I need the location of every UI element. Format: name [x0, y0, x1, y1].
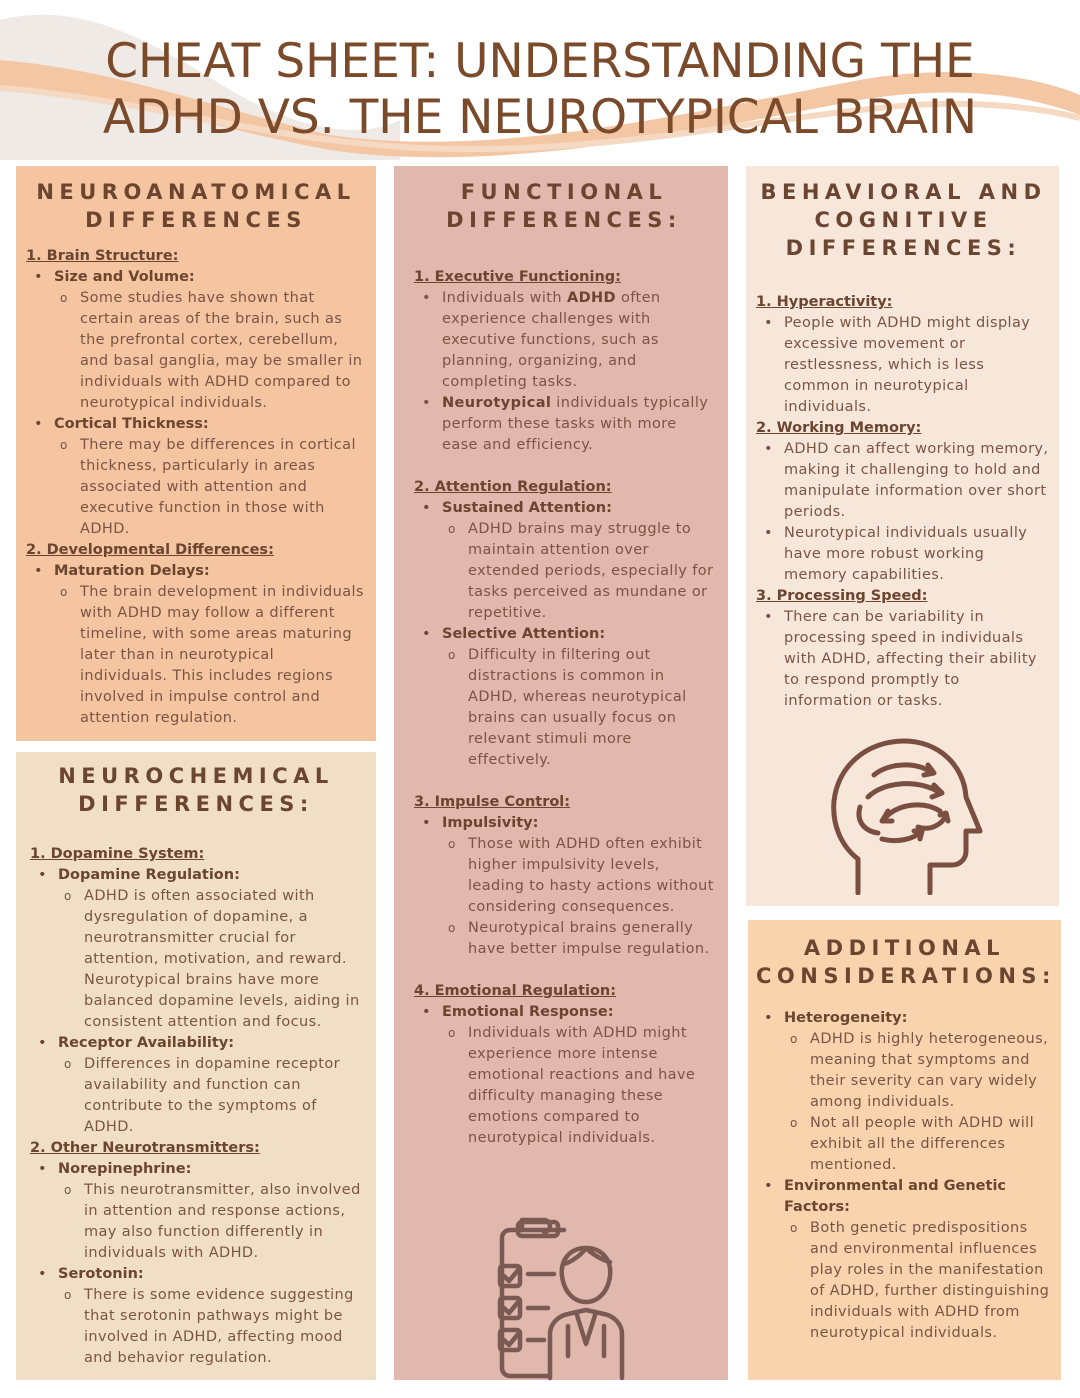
list-subitem-text: This neurotransmitter, also involved in attention and response actions, may also function differently in individuals with ADHD.: [84, 1182, 361, 1261]
list-item-text: Neurotypical individuals usually have more robust working memory capabilities.: [784, 525, 1028, 583]
functional-panel: [394, 166, 728, 1380]
list-subitem: o Difficulty in filtering out distractions is common in ADHD, whereas neurotypical brains can usually focus on relevant stimuli more effectively.: [414, 645, 714, 771]
neurochemical-title-line1: NEUROCHEMICAL: [58, 764, 334, 788]
neurochemical-panel: [16, 752, 376, 1380]
section-heading: 1. Executive Functioning:: [414, 269, 621, 285]
list-item-label: Cortical Thickness:: [54, 416, 209, 432]
list-item: • Norepinephrine:: [30, 1159, 362, 1180]
list-item: • People with ADHD might display excessive movement or restlessness, which is less common in neurotypical individuals.: [756, 313, 1051, 418]
list-item-label: Selective Attention:: [442, 626, 606, 642]
behavioral-title-line1: BEHAVIORAL AND: [760, 180, 1047, 204]
functional-title-line1: FUNCTIONAL: [460, 180, 668, 204]
list-item-label: Heterogeneity:: [784, 1010, 908, 1026]
list-subitem: o There may be differences in cortical thickness, particularly in areas associated with attention and executive function in those with ADHD.: [26, 435, 366, 540]
section-heading: 2. Developmental Differences:: [26, 542, 274, 558]
list-item-label: Impulsivity:: [442, 815, 539, 831]
neurochemical-title: [30, 762, 362, 818]
list-item: • Size and Volume:: [26, 267, 366, 288]
neuroanatomical-title-line1: NEUROANATOMICAL: [36, 180, 356, 204]
list-item: • Impulsivity:: [414, 813, 714, 834]
additional-panel: [748, 920, 1061, 1380]
list-subitem: o ADHD brains may struggle to maintain attention over extended periods, especially for tasks perceived as mundane or repetitive.: [414, 519, 714, 624]
list-subitem: o ADHD is often associated with dysregulation of dopamine, a neurotransmitter crucial for attention, motivation, and reward. Neurotypical brains have more balanced dopamine levels, aiding in consistent attention and focus.: [30, 886, 362, 1033]
list-item-label: Size and Volume:: [54, 269, 195, 285]
functional-title-line2: DIFFERENCES:: [446, 208, 682, 232]
header: [0, 0, 1080, 160]
brain-head-icon: [828, 735, 984, 895]
section-heading: 1. Dopamine System:: [30, 846, 205, 862]
list-subitem: o Not all people with ADHD will exhibit all the differences mentioned.: [756, 1113, 1053, 1176]
list-item-label: Sustained Attention:: [442, 500, 612, 516]
list-item: • Neurotypical individuals usually have more robust working memory capabilities.: [756, 523, 1051, 586]
list-item-text: There can be variability in processing speed in individuals with ADHD, affecting their ability to respond promptly to information or tasks.: [784, 609, 1037, 709]
list-item: • Environmental and Genetic Factors:: [756, 1176, 1053, 1218]
section-heading: 2. Working Memory:: [756, 420, 922, 436]
list-subitem-text: Those with ADHD often exhibit higher impulsivity levels, leading to hasty actions without considering consequences.: [468, 836, 714, 915]
list-subitem-text: ADHD is often associated with dysregulation of dopamine, a neurotransmitter crucial for attention, motivation, and reward. Neurotypical brains have more balanced dopamine levels, aiding in consistent attention and focus.: [84, 888, 360, 1030]
list-subitem-text: Both genetic predispositions and environmental influences play roles in the manifestation of ADHD, further distinguishing individuals with ADHD from neurotypical individuals.: [810, 1220, 1050, 1341]
list-subitem: o The brain development in individuals with ADHD may follow a different timeline, with some areas maturing later than in neurotypical individuals. This includes regions involved in impulse control and attention regulation.: [26, 582, 366, 729]
list-subitem-text: Some studies have shown that certain areas of the brain, such as the prefrontal cortex, cerebellum, and basal ganglia, may be smaller in individuals with ADHD compared to neurotypical individuals.: [80, 290, 363, 411]
behavioral-title-line2: COGNITIVE: [814, 208, 993, 232]
list-subitem-text: Individuals with ADHD might experience more intense emotional reactions and have difficulty managing these emotions compared to neurotypical individuals.: [468, 1025, 696, 1146]
list-item: • ADHD can affect working memory, making it challenging to hold and manipulate information over short periods.: [756, 439, 1051, 523]
section-heading: 1. Brain Structure:: [26, 248, 179, 264]
behavioral-title: [756, 178, 1051, 262]
section-heading: 1. Hyperactivity:: [756, 294, 893, 310]
neuroanatomical-panel: [16, 166, 376, 741]
list-item-label: Dopamine Regulation:: [58, 867, 240, 883]
list-subitem-text: There is some evidence suggesting that serotonin pathways might be involved in ADHD, affecting mood and behavior regulation.: [84, 1287, 354, 1366]
list-subitem-text: Difficulty in filtering out distractions is common in ADHD, whereas neurotypical brains can usually focus on relevant stimuli more effectively.: [468, 647, 687, 768]
list-item: • Sustained Attention:: [414, 498, 714, 519]
neuroanatomical-title-line2: DIFFERENCES: [85, 208, 307, 232]
list-subitem-text: Not all people with ADHD will exhibit all the differences mentioned.: [810, 1115, 1035, 1173]
list-subitem-text: Differences in dopamine receptor availability and function can contribute to the symptoms of ADHD.: [84, 1056, 340, 1135]
list-subitem-text: There may be differences in cortical thickness, particularly in areas associated with attention and executive function in those with ADHD.: [80, 437, 356, 537]
list-subitem: o Some studies have shown that certain areas of the brain, such as the prefrontal cortex, cerebellum, and basal ganglia, may be smaller in individuals with ADHD compared to neurotypical individuals.: [26, 288, 366, 414]
section-heading: 3. Impulse Control:: [414, 794, 571, 810]
list-subitem: o ADHD is highly heterogeneous, meaning that symptoms and their severity can vary widely among individuals.: [756, 1029, 1053, 1113]
list-subitem-text: Neurotypical brains generally have better impulse regulation.: [468, 920, 710, 957]
page-title: [0, 34, 1080, 146]
additional-title-line1: ADDITIONAL: [803, 936, 1006, 960]
list-item: • Selective Attention:: [414, 624, 714, 645]
section-heading: 2. Attention Regulation:: [414, 479, 612, 495]
list-subitem: o Individuals with ADHD might experience more intense emotional reactions and have difficulty managing these emotions compared to neurotypical individuals.: [414, 1023, 714, 1149]
list-subitem: o There is some evidence suggesting that serotonin pathways might be involved in ADHD, affecting mood and behavior regulation.: [30, 1285, 362, 1369]
section-heading: 3. Processing Speed:: [756, 588, 928, 604]
list-item: • Heterogeneity:: [756, 1008, 1053, 1029]
section-heading: 2. Other Neurotransmitters:: [30, 1140, 260, 1156]
list-subitem-text: The brain development in individuals with ADHD may follow a different timeline, with some areas maturing later than in neurotypical individuals. This includes regions involved in impulse control and attention regulation.: [80, 584, 364, 726]
list-subitem-text: ADHD brains may struggle to maintain attention over extended periods, especially for tasks perceived as mundane or repetitive.: [468, 521, 714, 621]
list-item: • Receptor Availability:: [30, 1033, 362, 1054]
text-segment: often experience challenges with executive functions, such as planning, organizing, and completing tasks.: [442, 290, 661, 390]
text-segment: Individuals with: [442, 290, 567, 306]
list-subitem: o Both genetic predispositions and environmental influences play roles in the manifestation of ADHD, further distinguishing individuals with ADHD from neurotypical individuals.: [756, 1218, 1053, 1344]
list-subitem: o Those with ADHD often exhibit higher impulsivity levels, leading to hasty actions without considering consequences.: [414, 834, 714, 918]
list-item: • Individuals with ADHD often experience challenges with executive functions, such as planning, organizing, and completing tasks.: [422, 290, 661, 390]
behavioral-title-line3: DIFFERENCES:: [785, 236, 1022, 260]
neurochemical-title-line2: DIFFERENCES:: [78, 792, 314, 816]
list-item-label: Serotonin:: [58, 1266, 144, 1282]
list-item-label: Emotional Response:: [442, 1004, 614, 1020]
page-title-line2: ADHD VS. THE NEUROTYPICAL BRAIN: [102, 90, 978, 145]
list-subitem-text: ADHD is highly heterogeneous, meaning that symptoms and their severity can vary widely among individuals.: [810, 1031, 1049, 1110]
additional-title: [756, 934, 1056, 990]
additional-title-line2: CONSIDERATIONS:: [756, 964, 1056, 988]
list-item-text: People with ADHD might display excessive movement or restlessness, which is less common in neurotypical individuals.: [784, 315, 1031, 415]
list-item-label: Maturation Delays:: [54, 563, 210, 579]
page-title-line1: CHEAT SHEET: UNDERSTANDING THE: [105, 34, 975, 89]
list-item-text: ADHD can affect working memory, making it challenging to hold and manipulate information over short periods.: [784, 441, 1049, 520]
list-item: • Emotional Response:: [414, 1002, 714, 1023]
list-item: • Cortical Thickness:: [26, 414, 366, 435]
clipboard-person-icon: [478, 1216, 648, 1386]
list-item: • Serotonin:: [30, 1264, 362, 1285]
text-emphasis: ADHD: [566, 290, 616, 306]
list-subitem: o Differences in dopamine receptor availability and function can contribute to the symptoms of ADHD.: [30, 1054, 362, 1138]
list-item: • There can be variability in processing speed in individuals with ADHD, affecting their ability to respond promptly to information or tasks.: [756, 607, 1051, 712]
neuroanatomical-title: [26, 178, 366, 234]
list-item: • Neurotypical individuals typically perform these tasks with more ease and efficiency.: [422, 395, 709, 453]
list-item: • Dopamine Regulation:: [30, 865, 362, 886]
list-subitem: o This neurotransmitter, also involved in attention and response actions, may also function differently in individuals with ADHD.: [30, 1180, 362, 1264]
list-item-label: Norepinephrine:: [58, 1161, 192, 1177]
list-item-label: Environmental and Genetic Factors:: [784, 1178, 1007, 1215]
list-subitem: o Neurotypical brains generally have better impulse regulation.: [414, 918, 714, 960]
list-item-label: Receptor Availability:: [58, 1035, 235, 1051]
text-segment: individuals typically perform these tasks with more ease and efficiency.: [442, 395, 709, 453]
section-heading: 4. Emotional Regulation:: [414, 983, 617, 999]
functional-title: [414, 178, 714, 234]
text-emphasis: Neurotypical: [442, 395, 552, 411]
list-item: • Maturation Delays:: [26, 561, 366, 582]
